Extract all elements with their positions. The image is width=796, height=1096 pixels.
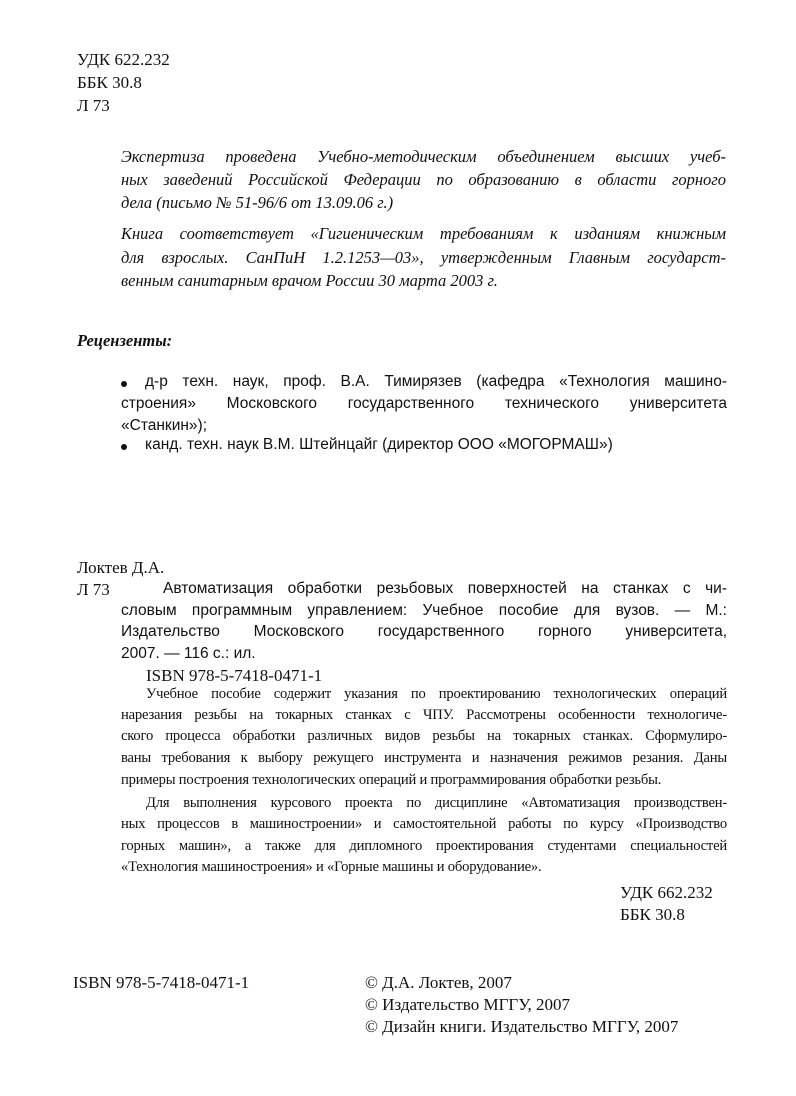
annotation-line: горных машин», а также для дипломного проектирования студентами специальностей bbox=[121, 838, 727, 854]
footer-isbn: ISBN 978-5-7418-0471-1 bbox=[73, 973, 250, 992]
annotation-line: ваны требования к выбору режущего инструмента и назначения режимов резания. Даны bbox=[121, 750, 727, 766]
call-number: Л 73 bbox=[77, 580, 110, 599]
hygiene-line: Книга соответствует «Гигиеническим требованиям к изданиям книжным bbox=[121, 224, 726, 243]
annotation-line: ных процессов в машиностроении» и самостоятельной работы по курсу «Производство bbox=[121, 816, 727, 832]
hygiene-line: для взрослых. СанПиН 1.2.1253—03», утвержденным Главным государст- bbox=[121, 248, 726, 267]
author-name: Локтев Д.А. bbox=[77, 558, 165, 577]
annotation-line: «Технология машиностроения» и «Горные машины и оборудование». bbox=[121, 859, 542, 875]
bottom-udc-code: УДК 662.232 bbox=[620, 883, 713, 902]
bibliographic-line: Автоматизация обработки резьбовых поверхностей на станках с чи- bbox=[163, 580, 727, 597]
bibliographic-line: словым программным управлением: Учебное пособие для вузов. — М.: bbox=[121, 602, 727, 619]
expertise-line: Экспертиза проведена Учебно-методическим объединением высших учеб- bbox=[121, 147, 726, 166]
annotation-line: примеры построения технологических операций и программирования обработки резьбы. bbox=[121, 772, 662, 788]
author-sign: Л 73 bbox=[77, 96, 110, 115]
copyright-line: © Издательство МГГУ, 2007 bbox=[365, 995, 570, 1014]
reviewer-line: «Станкин»); bbox=[121, 417, 208, 434]
copyright-line: © Дизайн книги. Издательство МГГУ, 2007 bbox=[365, 1017, 679, 1036]
isbn-line: ISBN 978-5-7418-0471-1 bbox=[146, 666, 323, 685]
udc-code: УДК 622.232 bbox=[77, 50, 170, 69]
annotation-line: Для выполнения курсового проекта по дисциплине «Автоматизация производствен- bbox=[146, 795, 727, 811]
reviewer-line: д-р техн. наук, проф. В.А. Тимирязев (кафедра «Технология машино- bbox=[145, 373, 727, 390]
expertise-line: ных заведений Российской Федерации по образованию в области горного bbox=[121, 170, 726, 189]
copyright-line: © Д.А. Локтев, 2007 bbox=[365, 973, 512, 992]
annotation-line: ского процесса обработки различных видов резьбы на токарных станках. Сформулиро- bbox=[121, 728, 727, 744]
reviewers-heading: Рецензенты: bbox=[77, 331, 173, 350]
annotation-line: Учебное пособие содержит указания по проектированию технологических операций bbox=[146, 686, 727, 702]
annotation-line: нарезания резьбы на токарных станках с ЧПУ. Рассмотрены особенности технологиче- bbox=[121, 707, 727, 723]
bbk-code: ББК 30.8 bbox=[77, 73, 142, 92]
expertise-line: дела (письмо № 51-96/6 от 13.09.06 г.) bbox=[121, 193, 394, 212]
bibliographic-line: Издательство Московского государственного горного университета, bbox=[121, 623, 727, 640]
bibliographic-line: 2007. — 116 с.: ил. bbox=[121, 645, 256, 662]
hygiene-line: венным санитарным врачом России 30 марта 2003 г. bbox=[121, 271, 498, 290]
reviewer-line: строения» Московского государственного технического университета bbox=[121, 395, 727, 412]
bottom-bbk-code: ББК 30.8 bbox=[620, 905, 685, 924]
reviewer-line: канд. техн. наук В.М. Штейнцайг (директор ООО «МОГОРМАШ») bbox=[145, 436, 613, 453]
bullet-icon bbox=[121, 444, 127, 450]
bullet-icon bbox=[121, 381, 127, 387]
